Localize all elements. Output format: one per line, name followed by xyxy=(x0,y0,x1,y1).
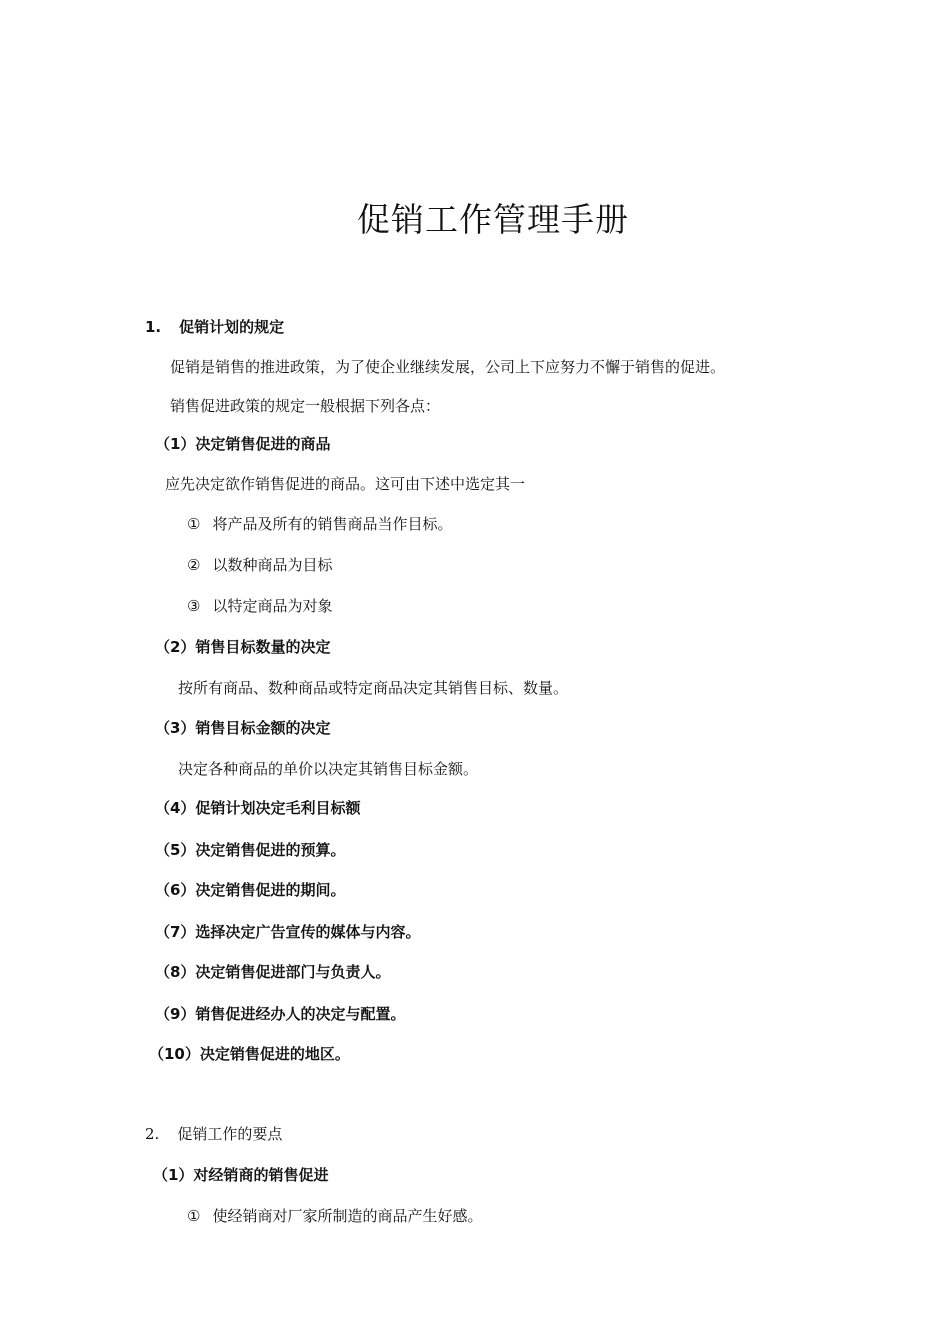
item-1-option-3 xyxy=(187,596,332,616)
section-1-heading xyxy=(145,317,284,337)
item-9-heading: （9）销售促进经办人的决定与配置。 xyxy=(155,1005,406,1023)
section-2-title: 促销工作的要点 xyxy=(177,1125,283,1143)
item-7-heading: （7）选择决定广告宣传的媒体与内容。 xyxy=(155,923,421,941)
item-3-heading: （3）销售目标金额的决定 xyxy=(155,719,331,737)
option-1-text: 将产品及所有的销售商品当作目标。 xyxy=(212,515,453,533)
option-3-mark: ③ xyxy=(187,597,201,615)
item-4-heading: （4）促销计划决定毛利目标额 xyxy=(155,799,361,817)
item-1-option-2 xyxy=(187,555,332,575)
section-2-item-1-option-1 xyxy=(187,1206,482,1226)
section-2-number: 2. xyxy=(145,1125,160,1143)
option-1-mark: ① xyxy=(187,515,201,533)
item-5-heading: （5）决定销售促进的预算。 xyxy=(155,841,346,859)
item-3-text: 决定各种商品的单价以决定其销售目标金额。 xyxy=(178,760,479,778)
document-title: 促销工作管理手册 xyxy=(357,200,629,239)
item-1-heading: （1）决定销售促进的商品 xyxy=(155,435,331,453)
item-6-heading: （6）决定销售促进的期间。 xyxy=(155,881,346,899)
s2-option-1-text: 使经销商对厂家所制造的商品产生好感。 xyxy=(212,1207,483,1225)
item-2-text: 按所有商品、数种商品或特定商品决定其销售目标、数量。 xyxy=(178,679,569,697)
s2-option-1-mark: ① xyxy=(187,1207,201,1225)
section-1-number: 1. xyxy=(145,318,162,336)
section-2-item-1-heading: （1）对经销商的销售促进 xyxy=(153,1166,329,1184)
option-2-text: 以数种商品为目标 xyxy=(212,556,333,574)
option-3-text: 以特定商品为对象 xyxy=(212,597,333,615)
item-10-heading: （10）决定销售促进的地区。 xyxy=(149,1045,350,1063)
section-1-paragraph-2: 销售促进政策的规定一般根据下列各点： xyxy=(170,397,441,415)
option-2-mark: ② xyxy=(187,556,201,574)
section-2-heading xyxy=(145,1124,282,1144)
item-1-text: 应先决定欲作销售促进的商品。这可由下述中选定其一 xyxy=(165,475,526,493)
section-1-paragraph-1: 促销是销售的推进政策，为了使企业继续发展，公司上下应努力不懈于销售的促进。 xyxy=(170,358,726,376)
item-1-option-1 xyxy=(187,514,452,534)
section-1-title: 促销计划的规定 xyxy=(179,318,285,336)
item-2-heading: （2）销售目标数量的决定 xyxy=(155,638,331,656)
item-8-heading: （8）决定销售促进部门与负责人。 xyxy=(155,963,391,981)
